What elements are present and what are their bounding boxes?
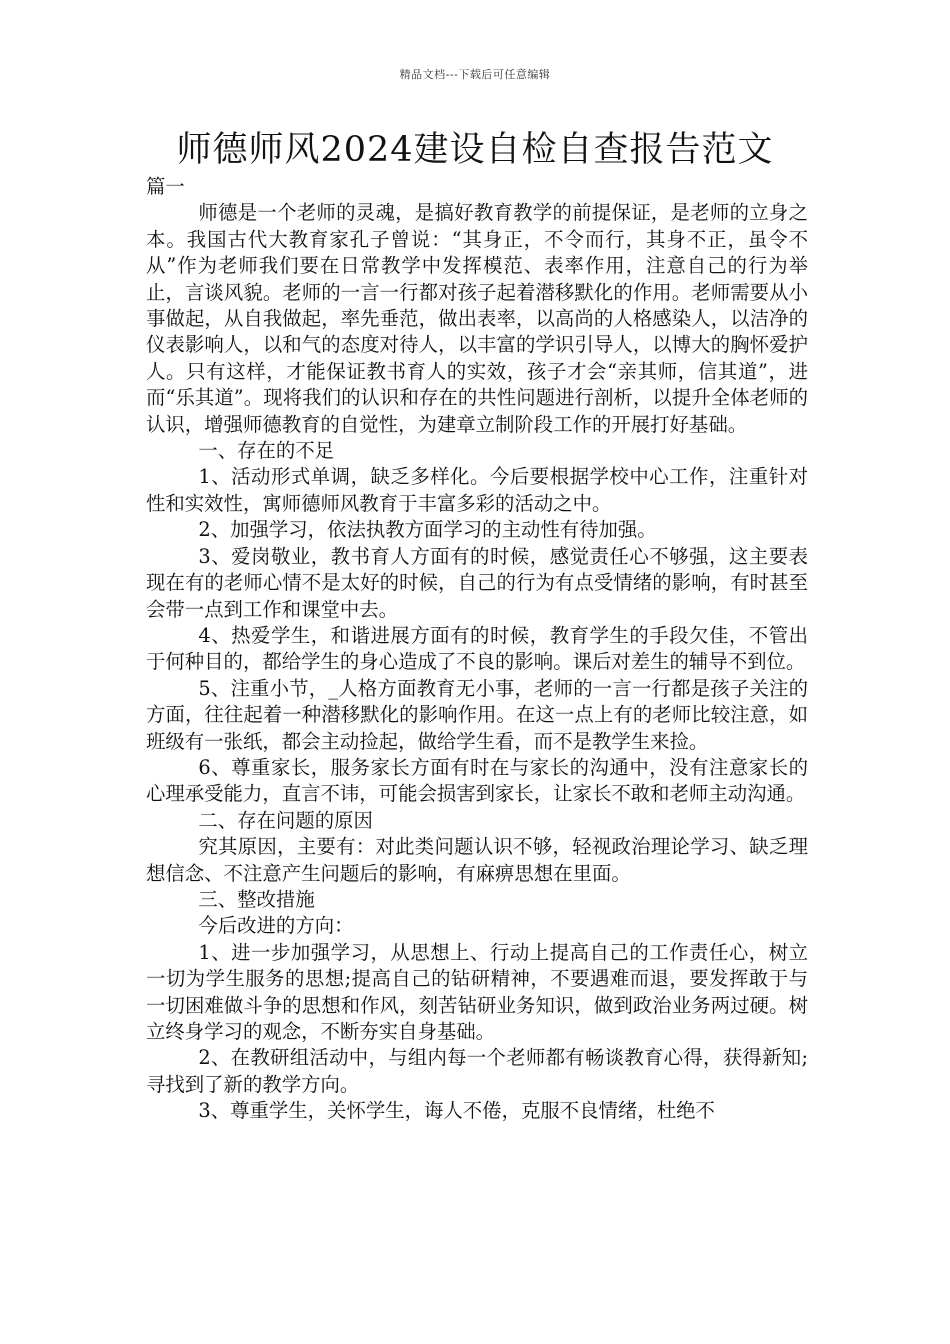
header-note: 精品文档---下载后可任意编辑 bbox=[399, 68, 551, 81]
paragraph-item-1: 1、活动形式单调，缺乏多样化。今后要根据学校中心工作，注重针对性和实效性，寓师德师风教育于丰富多彩的活动之中。 bbox=[146, 465, 808, 515]
paragraph-item-4: 4、热爱学生，和谐进展方面有的时候，教育学生的手段欠佳，不管出于何种目的，都给学生的身心造成了不良的影响。课后对差生的辅导不到位。 bbox=[146, 623, 808, 674]
paragraph-causes: 究其原因，主要有：对此类问题认识不够，轻视政治理论学习、缺乏理想信念、不注意产生问题后的影响，有麻痹思想在里面。 bbox=[146, 835, 808, 885]
document-title: 师德师风2024建设自检自查报告范文 bbox=[176, 130, 774, 170]
paragraph-item-6: 6、尊重家长，服务家长方面有时在与家长的沟通中，没有注意家长的心理承受能力，直言不讳，可能会损害到家长，让家长不敢和老师主动沟通。 bbox=[146, 755, 808, 806]
paragraph-measure-3: 3、尊重学生，关怀学生，诲人不倦，克服不良情绪，杜绝不 bbox=[198, 1099, 715, 1123]
heading-causes: 二、存在问题的原因 bbox=[198, 808, 373, 832]
paragraph-item-3: 3、爱岗敬业，教书育人方面有的时候，感觉责任心不够强，这主要表现在有的老师心情不是太好的时候，自己的行为有点受情绪的影响，有时甚至会带一点到工作和课堂中去。 bbox=[146, 544, 808, 621]
heading-measures: 三、整改措施 bbox=[198, 887, 315, 911]
paragraph-measure-2: 2、在教研组活动中，与组内每一个老师都有畅谈教育心得，获得新知;寻找到了新的教学方向。 bbox=[146, 1046, 808, 1096]
paragraph-intro: 师德是一个老师的灵魂，是搞好教育教学的前提保证，是老师的立身之本。我国古代大教育家孔子曾说：“其身正，不令而行，其身不正，虽令不从”作为老师我们要在日常教学中发挥模范、表率作用，注意自己的行为举止，言谈风貌。老师的一言一行都对孩子起着潜移默化的作用。老师需要从小事做起，从自我做起，率先垂范，做出表率，以高尚的人格感染人，以洁净的仪表影响人，以和气的态度对待人，以丰富的学识引导人，以博大的胸怀爱护人。只有这样，才能保证教书育人的实效，孩子才会“亲其师，信其道”，进而“乐其道”。现将我们的认识和存在的共性问题进行剖析，以提升全体老师的认识，增强师德教育的自觉性，为建章立制阶段工作的开展打好基础。 bbox=[146, 201, 808, 436]
document-body bbox=[146, 174, 808, 1125]
paragraph-measure-1: 1、进一步加强学习，从思想上、行动上提高自己的工作责任心，树立一切为学生服务的思想;提高自己的钻研精神，不要遇难而退，要发挥敢于与一切困难做斗争的思想和作风，刻苦钻研业务知识，做到政治业务两过硬。树立终身学习的观念，不断夯实自身基础。 bbox=[146, 940, 808, 1043]
paragraph-item-5: 5、注重小节，_人格方面教育无小事，老师的一言一行都是孩子关注的方面，往往起着一种潜移默化的影响作用。在这一点上有的老师比较注意，如班级有一张纸，都会主动捡起，做给学生看，而不是教学生来捡。 bbox=[146, 676, 808, 753]
paragraph-direction: 今后改进的方向： bbox=[198, 914, 354, 938]
paragraph-item-2: 2、加强学习，依法执教方面学习的主动性有待加强。 bbox=[198, 518, 657, 542]
heading-shortcomings: 一、存在的不足 bbox=[198, 439, 335, 463]
section-label: 篇一 bbox=[146, 175, 185, 198]
